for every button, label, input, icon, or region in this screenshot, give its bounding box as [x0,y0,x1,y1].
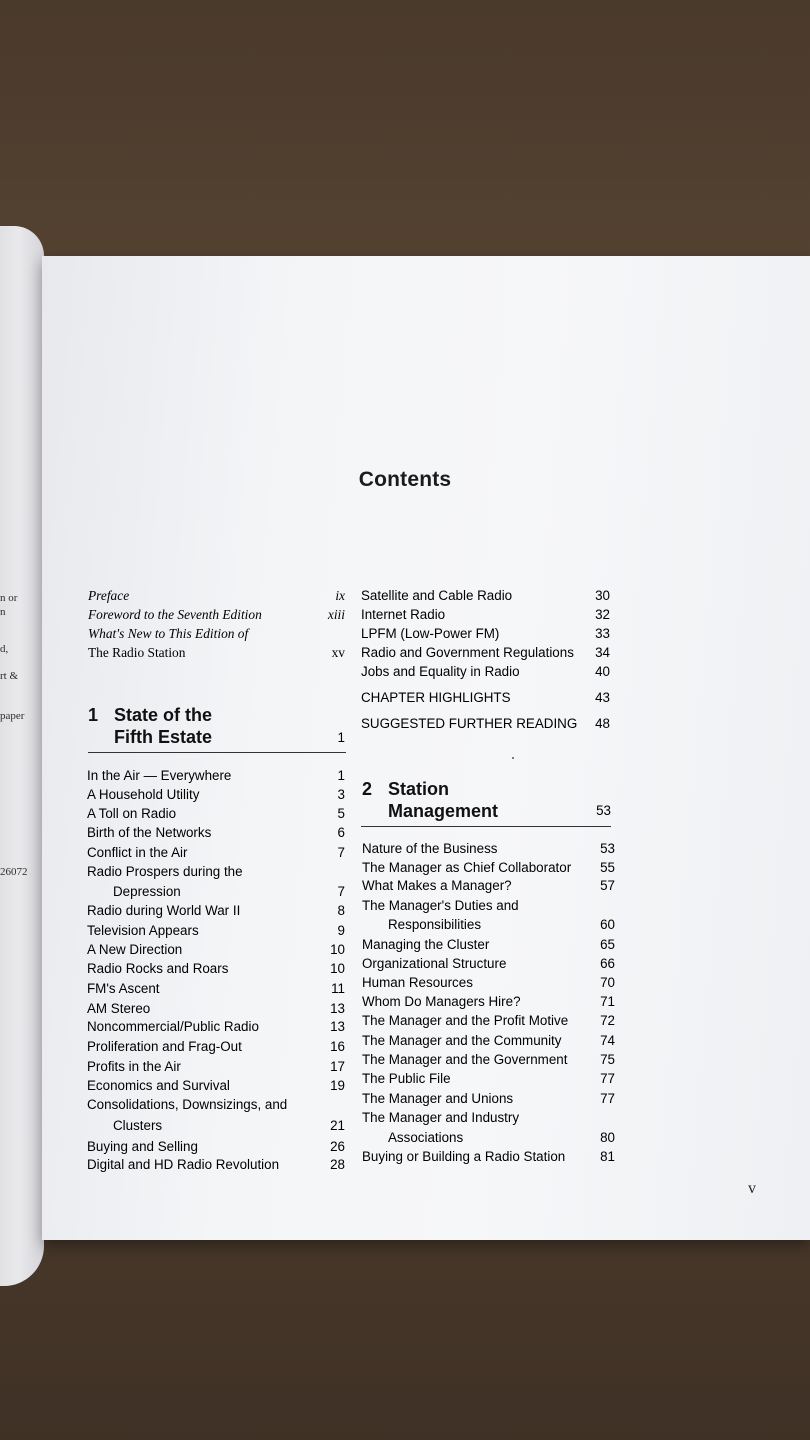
toc-entry-label: A Toll on Radio [87,806,177,821]
chapter-page-number: 1 [337,730,345,745]
toc-page-number: 74 [600,1033,615,1048]
toc-page-number: 11 [331,981,345,996]
toc-entry[interactable] [87,1138,198,1156]
chapter-title-line2[interactable]: Management [388,801,499,821]
toc-entry[interactable] [113,1117,162,1135]
toc-entry-label: Depression [113,884,181,899]
toc-entry[interactable] [88,625,248,643]
toc-entry-label: Internet Radio [361,607,446,622]
toc-entry[interactable] [87,1038,242,1056]
toc-entry[interactable] [362,1012,568,1030]
toc-page-number: 48 [595,716,610,731]
toc-entry[interactable] [87,1096,287,1114]
toc-entry[interactable] [362,840,497,858]
toc-entry[interactable] [87,844,187,862]
toc-page-number: xiii [327,607,345,622]
toc-page-number: 16 [330,1039,345,1054]
toc-entry-label: The Manager and the Profit Motive [362,1013,569,1028]
toc-entry-label: The Radio Station [88,645,186,660]
toc-entry-label: LPFM (Low-Power FM) [361,626,500,641]
toc-entry[interactable] [87,805,176,823]
toc-entry[interactable] [87,980,160,998]
toc-entry[interactable] [87,941,182,959]
toc-entry[interactable] [362,1051,567,1069]
toc-entry-label: Radio Prospers during the [87,864,243,879]
toc-page-number: 77 [600,1071,615,1086]
toc-entry-label: Radio during World War II [87,903,241,918]
toc-entry[interactable] [87,1077,230,1095]
toc-entry-label: Foreword to the Seventh Edition [88,607,262,622]
toc-entry-label: Whom Do Managers Hire? [362,994,521,1009]
toc-entry-label: Preface [88,588,130,603]
toc-entry-label: The Manager's Duties and [362,898,519,913]
toc-page-number: 5 [337,806,345,821]
toc-entry-label: Consolidations, Downsizings, and [87,1097,288,1112]
toc-entry-label: Nature of the Business [362,841,498,856]
toc-entry-label: Buying and Selling [87,1139,198,1154]
toc-entry[interactable] [362,1032,561,1050]
toc-entry-label: What's New to This Edition of [88,626,249,641]
toc-entry[interactable] [362,897,519,915]
toc-entry[interactable] [362,1070,451,1088]
toc-entry[interactable] [87,1156,279,1174]
toc-entry-label: Conflict in the Air [87,845,188,860]
chapter-page-number: 53 [596,803,611,818]
toc-entry-label: FM's Ascent [87,981,160,996]
facing-page-fragment: rt & [0,670,19,682]
toc-page-number: 10 [330,942,345,957]
toc-entry[interactable] [362,859,571,877]
toc-entry-label: In the Air — Everywhere [87,768,232,783]
toc-entry[interactable] [87,902,240,920]
toc-page-number: 70 [600,975,615,990]
toc-entry[interactable] [87,922,199,940]
toc-entry[interactable] [362,955,506,973]
toc-page-number: 81 [600,1149,615,1164]
toc-page-number: 8 [337,903,345,918]
toc-entry[interactable] [87,1058,181,1076]
toc-entry-label: Digital and HD Radio Revolution [87,1157,280,1172]
toc-page-number: 10 [330,961,345,976]
toc-entry-label: A Household Utility [87,787,200,802]
toc-entry[interactable] [87,863,243,881]
toc-entry[interactable] [361,625,499,643]
toc-page-number: 26 [330,1139,345,1154]
toc-entry-label: Managing the Cluster [362,937,490,952]
toc-page-number: 33 [595,626,610,641]
toc-page-number: 6 [337,825,345,840]
toc-entry[interactable] [361,606,445,624]
toc-page-number: 32 [595,607,610,622]
toc-page-number: 3 [337,787,345,802]
toc-entry[interactable] [361,644,574,662]
toc-page-number: 28 [330,1157,345,1172]
toc-entry-label: The Manager and the Government [362,1052,568,1067]
toc-entry[interactable] [87,1000,150,1018]
toc-entry[interactable] [113,883,181,901]
toc-page-number: 13 [330,1001,345,1016]
toc-entry[interactable] [88,644,185,662]
toc-entry-label: Clusters [113,1118,163,1133]
toc-entry[interactable] [88,606,262,624]
toc-entry[interactable] [87,767,231,785]
toc-entry[interactable] [362,877,512,895]
toc-entry-label: Radio and Government Regulations [361,645,574,660]
toc-entry[interactable] [361,587,512,605]
toc-page-number: 21 [330,1118,345,1133]
facing-page-fragment: n [0,606,6,618]
toc-entry[interactable] [362,1090,513,1108]
toc-entry-label: Associations [388,1130,464,1145]
toc-entry-label: The Public File [362,1071,451,1086]
toc-entry[interactable] [362,936,489,954]
toc-entry-label: CHAPTER HIGHLIGHTS [361,690,511,705]
toc-page-number: 75 [600,1052,615,1067]
facing-page-edge [0,226,44,1286]
speck [512,757,514,759]
page-title: Contents [358,468,452,491]
toc-page-number: 1 [337,768,345,783]
toc-entry-label: What Makes a Manager? [362,878,512,893]
toc-page-number: xv [331,645,345,660]
facing-page-fragment: n or [0,592,18,604]
facing-page-fragment: 26072 [0,866,28,878]
chapter-rule [361,826,611,827]
toc-page-number: 13 [330,1019,345,1034]
toc-entry-label: Jobs and Equality in Radio [361,664,520,679]
toc-entry-label: Responsibilities [388,917,482,932]
chapter-rule [88,752,346,753]
toc-entry-label: Buying or Building a Radio Station [362,1149,566,1164]
toc-page-number: 30 [595,588,610,603]
toc-entry[interactable] [362,1148,565,1166]
toc-page-number: 53 [600,841,615,856]
chapter-number: 1 [88,705,99,725]
toc-entry[interactable] [87,960,228,978]
facing-page-fragment: d, [0,643,9,655]
toc-entry[interactable] [362,974,473,992]
toc-entry-label: Economics and Survival [87,1078,230,1093]
toc-entry-label: Profits in the Air [87,1059,181,1074]
toc-entry-label: A New Direction [87,942,183,957]
toc-page-number: 43 [595,690,610,705]
toc-entry[interactable] [388,916,481,934]
chapter-number: 2 [362,779,373,799]
toc-page-number: 55 [600,860,615,875]
toc-entry-label: The Manager and the Community [362,1033,562,1048]
toc-entry[interactable] [88,587,129,605]
toc-entry-label: The Manager and Unions [362,1091,514,1106]
toc-entry[interactable] [388,1129,463,1147]
toc-page-number: 57 [600,878,615,893]
toc-entry-label: AM Stereo [87,1001,151,1016]
toc-page-number: 60 [600,917,615,932]
toc-entry-label: The Manager and Industry [362,1110,520,1125]
toc-page-number: 71 [600,994,615,1009]
toc-entry[interactable] [362,1109,519,1127]
toc-entry[interactable] [361,663,520,681]
toc-page-number: 77 [600,1091,615,1106]
toc-entry-label: Human Resources [362,975,473,990]
toc-page-number: 80 [600,1130,615,1145]
toc-entry[interactable] [361,689,511,707]
toc-page-number: 9 [337,923,345,938]
toc-entry-label: Satellite and Cable Radio [361,588,513,603]
chapter-title-line2[interactable]: Fifth Estate [114,727,213,747]
toc-entry[interactable] [361,715,577,733]
toc-entry-label: SUGGESTED FURTHER READING [361,716,578,731]
toc-entry-label: The Manager as Chief Collaborator [362,860,572,875]
toc-page-number: 66 [600,956,615,971]
chapter-title-line1[interactable]: State of the [114,705,213,725]
toc-entry-label: Noncommercial/Public Radio [87,1019,259,1034]
toc-page-number: 34 [595,645,610,660]
toc-entry[interactable] [87,786,199,804]
chapter-title-line1[interactable]: Station [388,779,449,799]
toc-entry[interactable] [87,1018,259,1036]
toc-entry[interactable] [87,824,211,842]
toc-page-number: 19 [330,1078,345,1093]
toc-page-number: 72 [600,1013,615,1028]
toc-entry[interactable] [362,993,521,1011]
toc-page-number: 17 [330,1059,345,1074]
toc-page-number: 40 [595,664,610,679]
toc-entry-label: Television Appears [87,923,199,938]
facing-page-fragment: paper [0,710,25,722]
toc-page-number: 7 [337,884,345,899]
toc-page-number: 65 [600,937,615,952]
toc-page-number: ix [335,588,345,603]
toc-entry-label: Radio Rocks and Roars [87,961,229,976]
toc-entry-label: Organizational Structure [362,956,507,971]
page-number: v [748,1180,756,1197]
toc-entry-label: Proliferation and Frag-Out [87,1039,242,1054]
toc-entry-label: Birth of the Networks [87,825,212,840]
toc-page-number: 7 [337,845,345,860]
